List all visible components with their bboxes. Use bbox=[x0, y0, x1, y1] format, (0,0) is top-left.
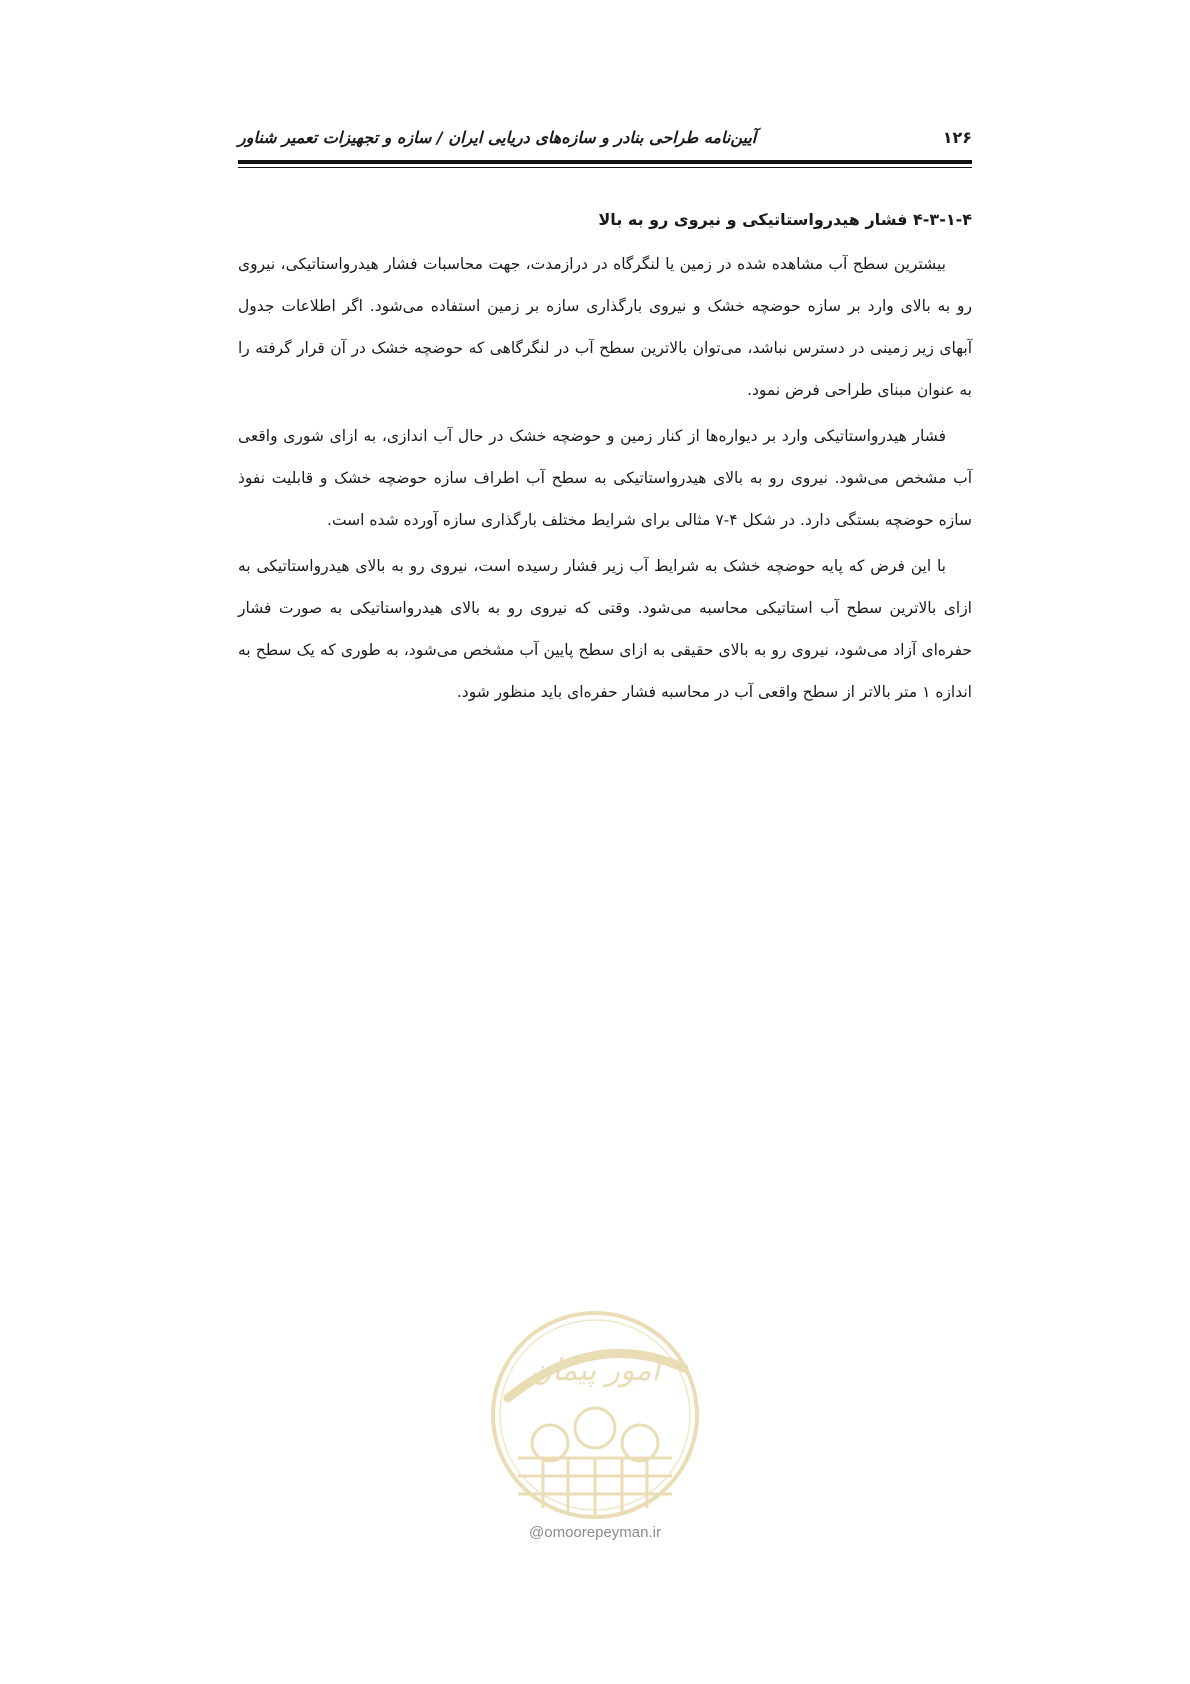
page-header bbox=[238, 128, 972, 158]
watermark-logo-text: امور پیمان bbox=[530, 1353, 660, 1388]
header-rule-thick bbox=[238, 160, 972, 164]
paragraph: با این فرض که پایه حوضچه خشک به شرایط آب زیر فشار رسیده است، نیروی رو به بالای هیدرواستاتیکی به ازای بالاترین سطح آب استاتیکی محاسبه می‌شود. وقتی که نیروی رو به بالای هیدرواستاتیکی به صورت فشار حفره‌ای آزاد می‌شود، نیروی رو به بالای حقیقی به ازای سطح پایین آب مشخص می‌شود، به طوری که یک سطح به اندازه ۱ متر بالاتر از سطح واقعی آب در محاسبه فشار حفره‌ای باید منظور شود. bbox=[238, 557, 972, 701]
header-rule-thin bbox=[238, 167, 972, 168]
page-number: ۱۲۶ bbox=[942, 128, 972, 147]
section-body bbox=[238, 210, 972, 717]
paragraph: فشار هیدرواستاتیکی وارد بر دیواره‌ها از کنار زمین و حوضچه خشک در حال آب اندازی، به ازای شوری واقعی آب مشخص می‌شود. نیروی رو به بالای هیدرواستاتیکی به سطح آب اطراف سازه حوضچه خشک و قابلیت نفوذ سازه حوضچه بستگی دارد. در شکل ۴-۷ مثالی برای شرایط مختلف بارگذاری سازه آورده شده است. bbox=[238, 427, 972, 529]
paragraph: بیشترین سطح آب مشاهده شده در زمین یا لنگرگاه در درازمدت، جهت محاسبات فشار هیدرواستاتیکی، نیروی رو به بالای وارد بر سازه حوضچه خشک و نیروی بارگذاری سازه بر زمین استفاده می‌شود. اگر اطلاعات جدول آبهای زیر زمینی در دسترس نباشد، می‌توان بالاترین سطح آب در لنگرگاهی که حوضچه خشک در آن قرار گرفته را به عنوان مبنای طراحی فرض نمود. bbox=[238, 255, 972, 399]
watermark-url: @omoorepeyman.ir bbox=[529, 1524, 661, 1541]
watermark-logo bbox=[488, 1308, 702, 1522]
section-heading: ۴-۳-۱-۴ فشار هیدرواستاتیکی و نیروی رو به بالا bbox=[598, 210, 972, 229]
running-title: آیین‌نامه طراحی بنادر و سازه‌های دریایی ایران / سازه و تجهیزات تعمیر شناور bbox=[238, 128, 757, 147]
